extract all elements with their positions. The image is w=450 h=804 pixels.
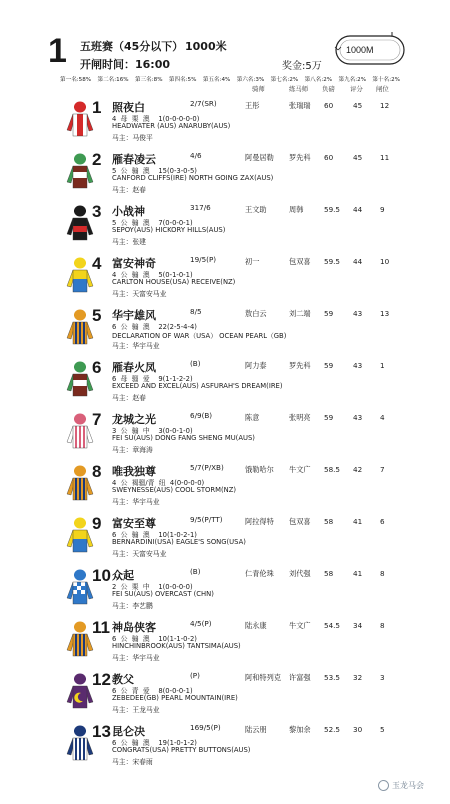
horse-rating: 43: [353, 361, 363, 370]
jockey-name: 阿拉得特: [245, 517, 274, 526]
jockey-name: 王文助: [245, 205, 267, 214]
prize-ratio: 第九名:2%: [338, 77, 367, 83]
horse-rating: 44: [353, 257, 363, 266]
header-jockey: 骑师: [252, 85, 265, 93]
horse-number: 5: [92, 306, 102, 325]
draw-position: 1: [380, 361, 385, 370]
horse-pedigree: CANFORD CLIFFS(IRE) NORTH GOING ZAX(AUS): [112, 174, 274, 182]
horse-pedigree: FEI SU(AUS) DONG FANG SHENG MU(AUS): [112, 434, 255, 442]
carried-weight: 59.5: [324, 257, 341, 266]
horse-odds: 8/5: [190, 307, 202, 316]
carried-weight: 53.5: [324, 673, 341, 682]
horse-odds: 317/6: [190, 203, 211, 212]
horse-pedigree: SEPOY(AUS) HICKORY HILLS(AUS): [112, 226, 226, 234]
trainer-name: 罗先科: [289, 153, 311, 162]
horse-rating: 34: [353, 621, 363, 630]
carried-weight: 59: [324, 413, 334, 422]
horse-owner: 马主：李艺鹏: [112, 602, 153, 610]
draw-position: 12: [380, 101, 390, 110]
horse-name: 神岛侠客: [112, 621, 156, 634]
horse-rating: 43: [353, 413, 363, 422]
horse-owner: 马主：赵春: [112, 394, 146, 402]
horse-number: 13: [92, 722, 111, 741]
horse-name: 富安至尊: [112, 517, 156, 530]
carried-weight: 52.5: [324, 725, 341, 734]
horse-info: 6 公 骟 澳 19(1-0-1-2): [112, 739, 197, 747]
carried-weight: 59.5: [324, 205, 341, 214]
horse-row: [0, 148, 450, 196]
horse-info: 4 公 骟 澳 5(0-1-0-1): [112, 271, 193, 279]
horse-name: 龙城之光: [112, 413, 156, 426]
horse-name: 雁春火凤: [112, 361, 156, 374]
column-headers: [0, 84, 450, 96]
draw-position: 6: [380, 517, 385, 526]
horse-odds: 169/5(P): [190, 723, 221, 732]
jockey-name: 饿勒哈尔: [245, 465, 274, 474]
horse-number: 7: [92, 410, 102, 429]
horse-number: 12: [92, 670, 111, 689]
horse-pedigree: FEI SU(AUS) OVERCAST (CHN): [112, 590, 214, 598]
horse-row: [0, 564, 450, 612]
draw-position: 3: [380, 673, 385, 682]
horse-rating: 41: [353, 569, 363, 578]
prize-ratio: 第八名:2%: [304, 77, 333, 83]
start-time: 开闸时间：16:00: [80, 58, 171, 71]
horse-info: 4 母 栗 澳 1(0-0-0-0-0): [112, 115, 200, 123]
header-draw: 闸位: [376, 85, 389, 93]
horse-info: 3 公 骟 中 3(0-0-1-0): [112, 427, 193, 435]
horse-row: [0, 252, 450, 300]
horse-name: 小战神: [112, 205, 145, 218]
prize-ratio: 第一名:58%: [60, 77, 92, 83]
horse-name: 富安神奇: [112, 257, 156, 270]
track-label: 1000M: [346, 45, 374, 55]
horse-name: 照夜白: [112, 101, 145, 114]
trainer-name: 罗先科: [289, 361, 311, 370]
horse-odds: (B): [190, 567, 201, 576]
horse-pedigree: CARLTON HOUSE(USA) RECEIVE(NZ): [112, 278, 236, 286]
horse-pedigree: HEADWATER (AUS) ANARUBY(AUS): [112, 122, 231, 130]
horse-row: [0, 720, 450, 768]
race-number: 1: [48, 32, 67, 70]
horse-owner: 马主：张建: [112, 238, 146, 246]
draw-position: 8: [380, 569, 385, 578]
horse-number: 11: [92, 618, 110, 637]
horse-row: [0, 616, 450, 664]
horse-row: [0, 96, 450, 144]
trainer-name: 周韩: [289, 205, 304, 214]
horse-info: 6 公 青 爱 8(0-0-0-1): [112, 687, 193, 695]
horse-number: 2: [92, 150, 102, 169]
race-name: 五班赛（45分以下）: [80, 40, 184, 53]
horse-number: 1: [92, 98, 102, 117]
carried-weight: 58: [324, 569, 334, 578]
prize-ratio-list: [60, 75, 400, 83]
horse-pedigree: DECLARATION OF WAR（USA） OCEAN PEARL（GB): [112, 332, 287, 340]
horse-rating: 32: [353, 673, 363, 682]
prize-ratio: 第七名:2%: [270, 77, 299, 83]
horse-name: 唯我独尊: [112, 465, 156, 478]
horse-owner: 马主：宋春雨: [112, 758, 153, 766]
header-trainer: 练马师: [289, 85, 309, 93]
draw-position: 10: [380, 257, 390, 266]
horse-odds: 19/5(P): [190, 255, 217, 264]
horse-odds: 4/5(P): [190, 619, 212, 628]
horse-owner: 马主：马俊平: [112, 134, 153, 142]
horse-info: 5 公 骟 澳 7(0-0-0-1): [112, 219, 193, 227]
trainer-name: 刘代强: [289, 569, 311, 578]
horse-rating: 45: [353, 101, 363, 110]
horse-rating: 41: [353, 517, 363, 526]
draw-position: 9: [380, 205, 385, 214]
horse-row: [0, 200, 450, 248]
trainer-name: 许富强: [289, 673, 311, 682]
horse-owner: 马主：华宇马业: [112, 654, 160, 662]
horse-info: 2 公 栗 中 1(0-0-0-0): [112, 583, 193, 591]
horse-row: [0, 460, 450, 508]
jockey-name: 初一: [245, 257, 260, 266]
horse-owner: 马主：章海涛: [112, 446, 153, 454]
horse-info: 5 公 骟 澳 15(0-3-0-5): [112, 167, 197, 175]
horse-row: [0, 512, 450, 560]
jockey-name: 阿曼居勒: [245, 153, 274, 162]
carried-weight: 59: [324, 361, 334, 370]
horse-number: 9: [92, 514, 102, 533]
jockey-name: 仁青伦珠: [245, 569, 274, 578]
draw-position: 13: [380, 309, 390, 318]
horse-rating: 44: [353, 205, 363, 214]
horse-pedigree: CONGRATS(USA) PRETTY BUTTONS(AUS): [112, 746, 251, 754]
prize-ratio: 第二名:16%: [97, 77, 129, 83]
horse-row: [0, 408, 450, 456]
jockey-name: 王彤: [245, 101, 260, 110]
horse-number: 6: [92, 358, 102, 377]
carried-weight: 58.5: [324, 465, 341, 474]
jockey-name: 陆云朋: [245, 725, 267, 734]
horse-info: 6 公 骟 澳 10(1-1-0-2): [112, 635, 197, 643]
trainer-name: 张瑞瑞: [289, 101, 311, 110]
watermark: [378, 780, 424, 791]
horse-odds: 9/5(P/TT): [190, 515, 223, 524]
trainer-name: 牛文广: [289, 621, 311, 630]
horse-odds: (B): [190, 359, 201, 368]
horse-info: 6 母 骝 爱 9(1-1-2-2): [112, 375, 193, 383]
horse-odds: 2/7(SR): [190, 99, 217, 108]
carried-weight: 60: [324, 101, 334, 110]
horse-number: 8: [92, 462, 102, 481]
horse-odds: 6/9(B): [190, 411, 213, 420]
horse-rating: 45: [353, 153, 363, 162]
horse-row: [0, 356, 450, 404]
prize-ratio: 第六名:3%: [236, 77, 265, 83]
horse-pedigree: SWEYNESSE(AUS) COOL STORM(NZ): [112, 486, 237, 494]
horse-odds: (P): [190, 671, 200, 680]
horse-owner: 马主：王龙马业: [112, 706, 160, 714]
jockey-name: 敖白云: [245, 309, 267, 318]
prize-ratio: 第四名:5%: [168, 77, 197, 83]
horse-name: 华宇雄风: [112, 309, 156, 322]
horse-odds: 5/7(P/XB): [190, 463, 224, 472]
horse-pedigree: ZEBEDEE(GB) PEARL MOUNTAIN(IRE): [112, 694, 238, 702]
trainer-name: 张明亮: [289, 413, 311, 422]
horse-number: 10: [92, 566, 111, 585]
jockey-name: 陆永康: [245, 621, 267, 630]
horse-rating: 43: [353, 309, 363, 318]
draw-position: 5: [380, 725, 385, 734]
horse-name: 雁春凌云: [112, 153, 156, 166]
trainer-name: 包双喜: [289, 517, 311, 526]
horse-rating: 42: [353, 465, 363, 474]
trainer-name: 牛文广: [289, 465, 311, 474]
trainer-name: 包双喜: [289, 257, 311, 266]
horse-owner: 马主：赵春: [112, 186, 146, 194]
carried-weight: 60: [324, 153, 334, 162]
trainer-name: 黎加余: [289, 725, 311, 734]
prize-ratio: 第三名:8%: [134, 77, 163, 83]
horse-owner: 马主：天富安马业: [112, 550, 167, 558]
carried-weight: 58: [324, 517, 334, 526]
wechat-logo-icon: [378, 780, 389, 791]
horse-number: 4: [92, 254, 102, 273]
carried-weight: 54.5: [324, 621, 341, 630]
horse-number: 3: [92, 202, 102, 221]
horse-row: [0, 304, 450, 352]
horse-name: 众起: [112, 569, 134, 582]
jockey-name: 阿力泰: [245, 361, 267, 370]
prize-ratio: 第十名:2%: [372, 77, 400, 83]
horse-info: 6 公 骟 澳 10(1-0-2-1): [112, 531, 197, 539]
horse-info: 4 公 褐骝/青 纽 4(0-0-0-0): [112, 479, 205, 487]
horse-odds: 4/6: [190, 151, 202, 160]
horse-row: [0, 668, 450, 716]
race-header: [0, 0, 450, 88]
horse-pedigree: EXCEED AND EXCEL(AUS) ASFURAH'S DREAM(IRE): [112, 382, 283, 390]
carried-weight: 59: [324, 309, 334, 318]
horse-owner: 马主：华宇马业: [112, 498, 160, 506]
header-weight: 负磅: [322, 85, 335, 93]
horse-name: 昆仑决: [112, 725, 145, 738]
horse-name: 教父: [112, 673, 134, 686]
draw-position: 8: [380, 621, 385, 630]
jockey-name: 陈意: [245, 413, 260, 422]
horse-info: 6 公 骟 澳 22(2-5-4-4): [112, 323, 197, 331]
horse-pedigree: BERNARDINI(USA) EAGLE'S SONG(USA): [112, 538, 246, 546]
draw-position: 7: [380, 465, 385, 474]
horse-pedigree: HINCHINBROOK(AUS) TANTSIMA(AUS): [112, 642, 241, 650]
horse-rating: 30: [353, 725, 363, 734]
draw-position: 11: [380, 153, 390, 162]
prize-ratio: 第五名:4%: [202, 77, 231, 83]
draw-position: 4: [380, 413, 385, 422]
header-rating: 评分: [350, 85, 363, 93]
horse-owner: 马主：华宇马业: [112, 342, 160, 350]
prize-money: 奖金:5万: [282, 61, 322, 72]
race-distance: 1000米: [185, 40, 227, 53]
watermark-text: 玉龙马会: [392, 781, 424, 790]
horse-owner: 马主：天富安马业: [112, 290, 167, 298]
trainer-name: 刘二端: [289, 309, 311, 318]
jockey-name: 阿和特列克: [245, 673, 281, 682]
